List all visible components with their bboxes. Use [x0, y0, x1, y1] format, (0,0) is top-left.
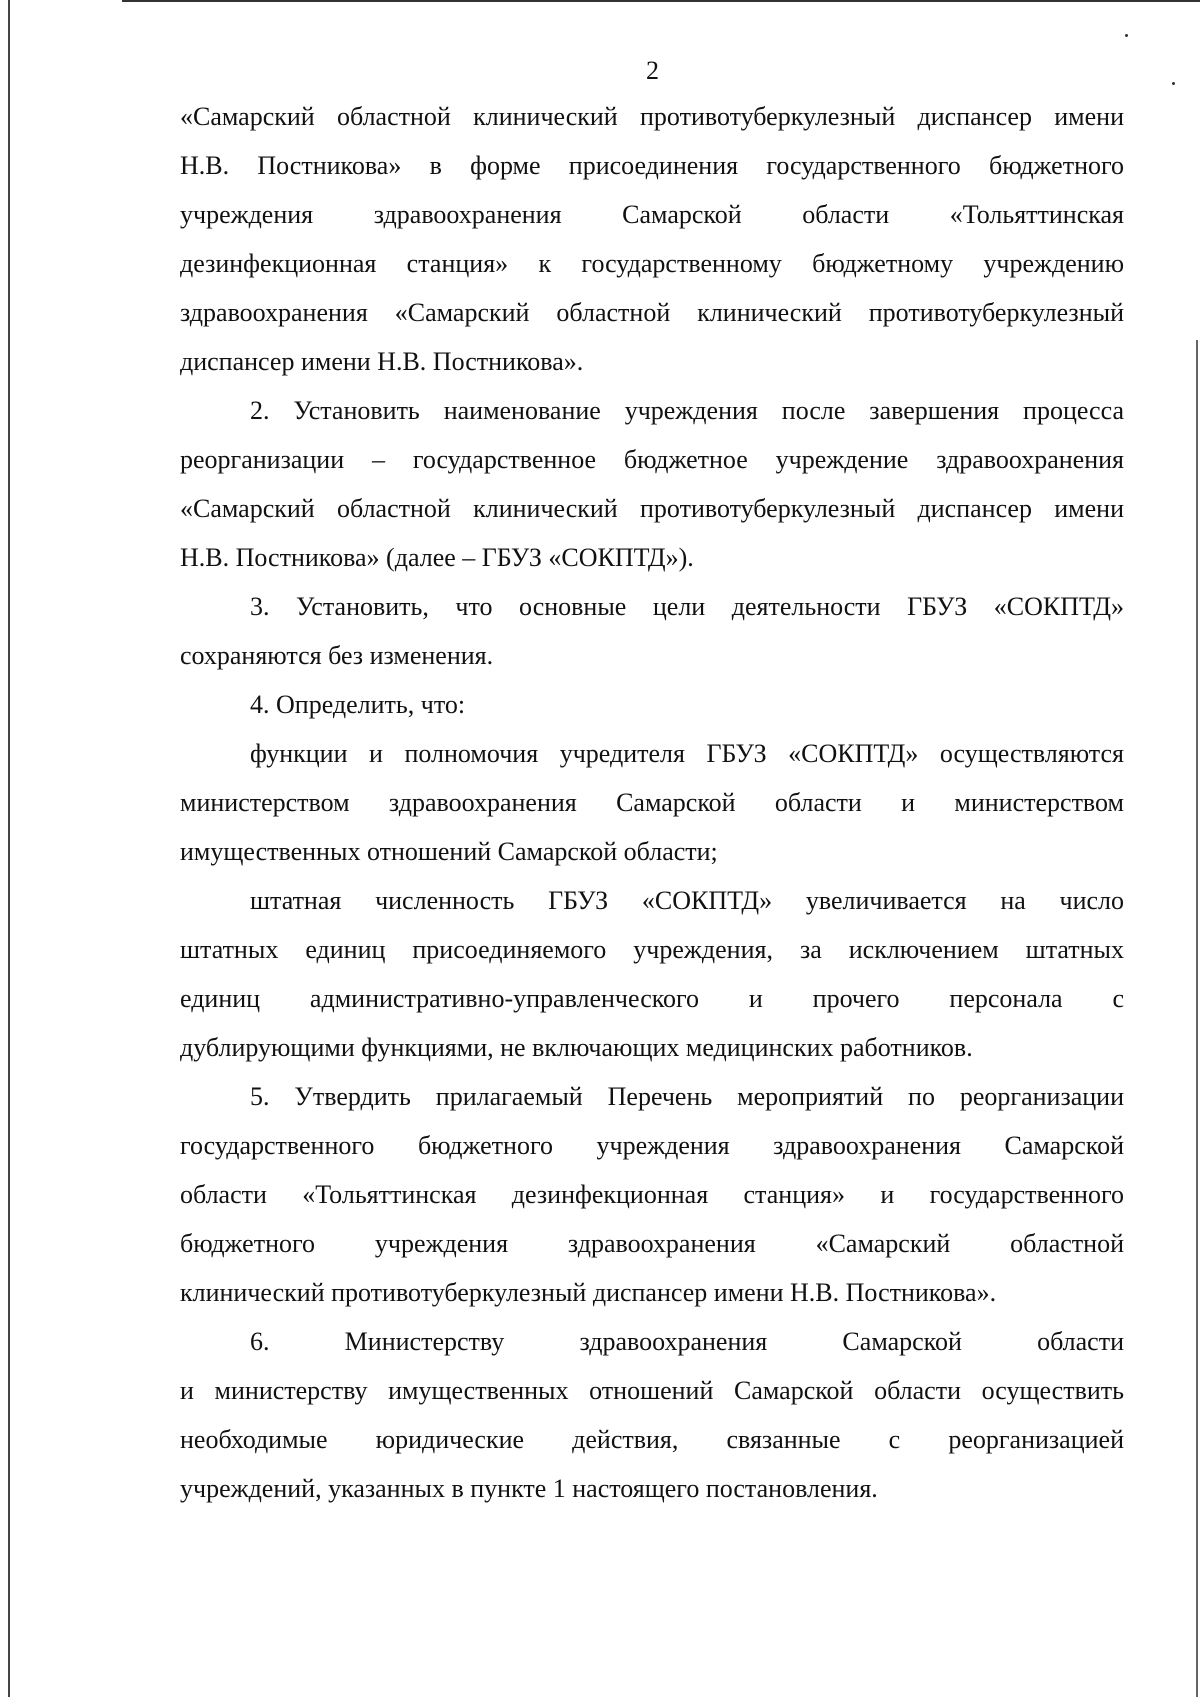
text-line: бюджетного учреждения здравоохранения «Самарский областной: [180, 1229, 1124, 1258]
text-line: 3. Установить, что основные цели деятельности ГБУЗ «СОКПТД»: [250, 592, 1124, 621]
text-line: функции и полномочия учредителя ГБУЗ «СОКПТД» осуществляются: [250, 739, 1124, 768]
text-line: государственного бюджетного учреждения здравоохранения Самарской: [180, 1131, 1124, 1160]
text-line: здравоохранения «Самарский областной клинический противотуберкулезный: [180, 298, 1124, 327]
text-line: 2. Установить наименование учреждения после завершения процесса: [250, 396, 1124, 425]
text-line: реорганизации – государственное бюджетное учреждение здравоохранения: [180, 445, 1124, 474]
text-line: министерством здравоохранения Самарской области и министерством: [180, 788, 1124, 817]
text-line: области «Тольяттинская дезинфекционная станция» и государственного: [180, 1180, 1124, 1209]
text-line: сохраняются без изменения.: [180, 641, 494, 670]
text-line: Н.В. Постникова» (далее – ГБУЗ «СОКПТД»).: [180, 543, 694, 572]
text-line: штатная численность ГБУЗ «СОКПТД» увеличивается на число: [250, 886, 1124, 915]
text-line: необходимые юридические действия, связанные с реорганизацией: [180, 1425, 1124, 1454]
text-line: «Самарский областной клинический противотуберкулезный диспансер имени: [180, 102, 1124, 131]
text-line: дублирующими функциями, не включающих медицинских работников.: [180, 1033, 973, 1062]
scan-speck: [1125, 34, 1128, 37]
text-line: дезинфекционная станция» к государственному бюджетному учреждению: [180, 249, 1124, 278]
scan-edge-top: [122, 0, 1200, 2]
text-line: штатных единиц присоединяемого учреждения, за исключением штатных: [180, 935, 1124, 964]
text-line: 4. Определить, что:: [250, 690, 466, 719]
body-text: [180, 92, 1124, 1513]
text-line: 5. Утвердить прилагаемый Перечень мероприятий по реорганизации: [250, 1082, 1124, 1111]
text-line: учреждения здравоохранения Самарской области «Тольяттинская: [180, 200, 1124, 229]
text-line: имущественных отношений Самарской области;: [180, 837, 718, 866]
text-line: учреждений, указанных в пункте 1 настоящего постановления.: [180, 1474, 878, 1503]
text-line: «Самарский областной клинический противотуберкулезный диспансер имени: [180, 494, 1124, 523]
page-number: 2: [646, 56, 659, 85]
text-line: и министерству имущественных отношений Самарской области осуществить: [180, 1376, 1124, 1405]
text-line: 6. Министерству здравоохранения Самарской области: [250, 1327, 1124, 1356]
scan-edge-left: [8, 0, 10, 1697]
text-line: Н.В. Постникова» в форме присоединения государственного бюджетного: [180, 151, 1124, 180]
scan-edge-right: [1196, 340, 1198, 1697]
text-line: диспансер имени Н.В. Постникова».: [180, 347, 584, 376]
text-line: клинический противотуберкулезный диспансер имени Н.В. Постникова».: [180, 1278, 997, 1307]
text-line: единиц административно-управленческого и прочего персонала с: [180, 984, 1124, 1013]
